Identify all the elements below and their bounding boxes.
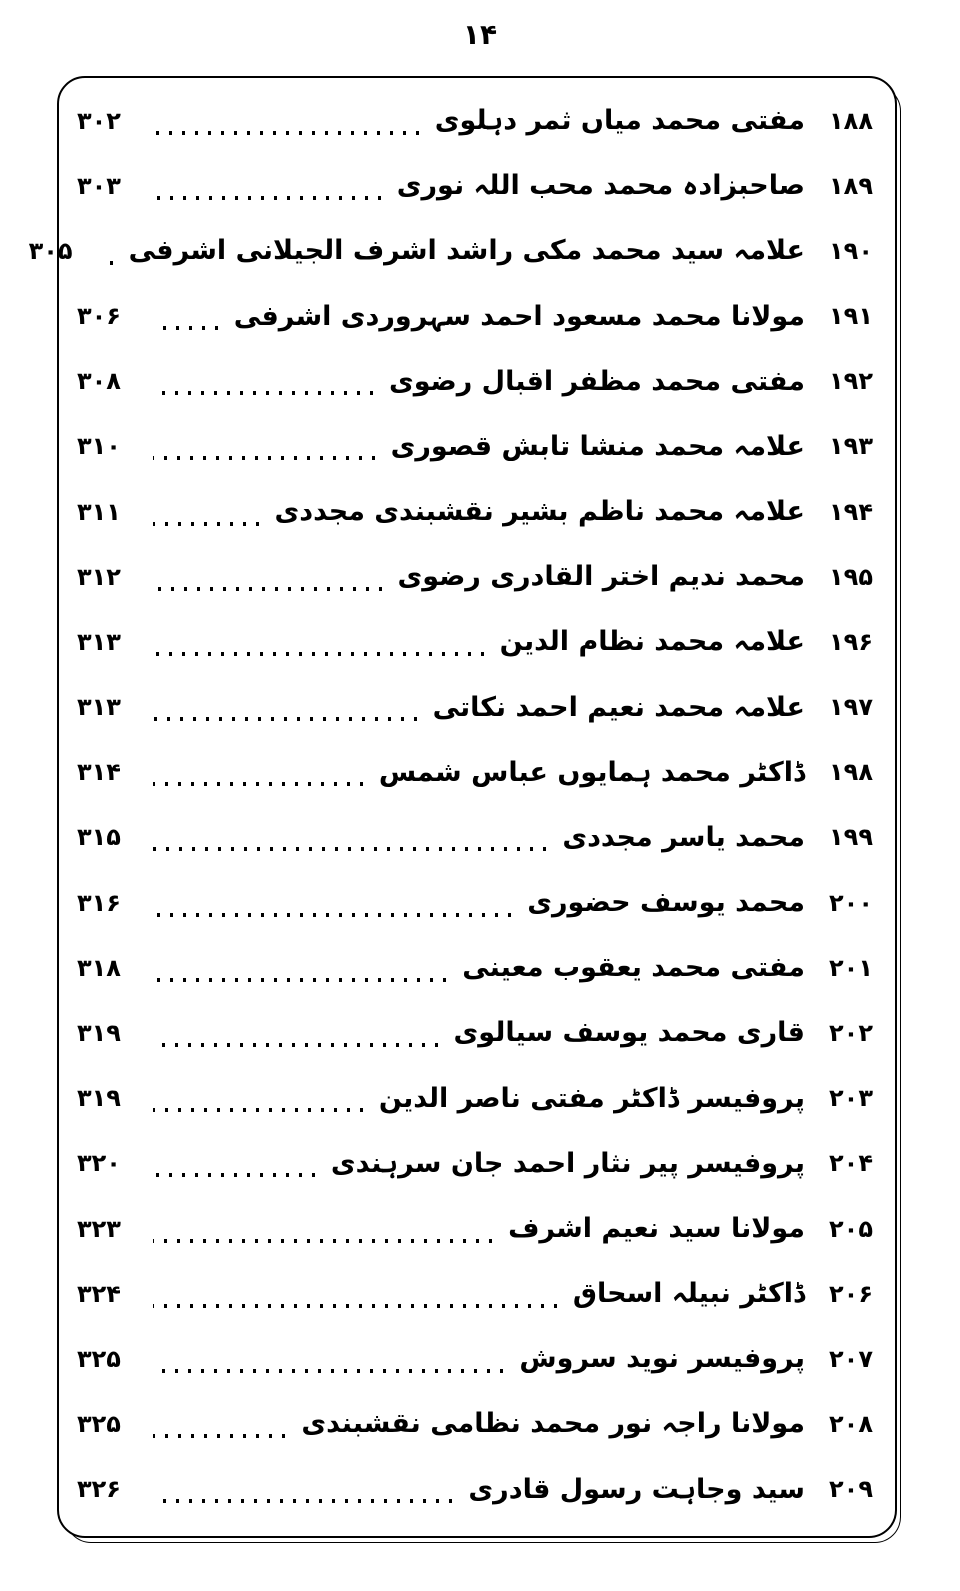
entry-number: ۲۰۴ [829,1149,873,1178]
entry-page-number: ۳۰۳ [77,171,121,200]
dotted-leader [153,1239,492,1243]
toc-row [77,937,883,999]
entry-name: علامہ محمد ناظم بشیر نقشبندی مجددی [274,496,805,528]
entry-number: ۱۹۶ [829,627,873,656]
entry-name: مولانا محمد مسعود احمد سہروردی اشرفی [233,300,805,332]
dotted-leader [153,326,218,330]
entry-name: صاحبزادہ محمد محب اللہ نوری [396,170,805,202]
dotted-leader [153,782,363,786]
entry-name: محمد ندیم اختر القادری رضوی [397,561,805,593]
entry-name: ڈاکٹر نبیلہ اسحاق [572,1278,805,1310]
dotted-leader [153,1369,503,1373]
entry-number: ۱۸۸ [829,106,873,135]
toc-row [77,1328,883,1390]
entry-page-number: ۳۱۲ [77,562,121,591]
page-number: ۱۴ [462,18,498,51]
entry-name: مولانا سید نعیم اشرف [508,1212,805,1244]
entry-name: سید وجاہت رسول قادری [468,1473,805,1505]
entry-name: محمد یاسر مجددی [562,821,805,853]
toc-row [77,546,883,608]
entry-number: ۲۰۹ [829,1475,873,1504]
entry-number: ۱۹۴ [829,497,873,526]
toc-row [77,611,883,673]
toc-row [77,90,883,152]
dotted-leader [153,131,419,135]
entry-page-number: ۳۱۱ [77,497,121,526]
dotted-leader [153,913,511,917]
entry-page-number: ۳۱۹ [77,1018,121,1047]
toc-row [77,481,883,543]
toc-row [77,1263,883,1325]
toc-row [77,1002,883,1064]
toc-row [77,676,883,738]
toc-row [77,285,883,347]
entry-name: علامہ محمد نعیم احمد نکاتی [432,691,805,723]
entry-page-number: ۳۲۵ [77,1410,121,1439]
entry-number: ۱۹۸ [829,758,873,787]
entry-page-number: ۳۱۰ [77,432,121,461]
entry-name: علامہ محمد منشا تابش قصوری [390,430,805,462]
dotted-leader [153,1173,315,1177]
entry-number: ۲۰۵ [829,1214,873,1243]
entry-number: ۲۰۳ [829,1084,873,1113]
entry-name: مفتی محمد یعقوب معینی [462,952,805,984]
entry-page-number: ۳۱۳ [77,627,121,656]
dotted-leader [153,1108,363,1112]
entry-number: ۲۰۸ [829,1410,873,1439]
entry-number: ۱۹۲ [829,367,873,396]
entry-page-number: ۳۱۹ [77,1084,121,1113]
dotted-leader [153,391,373,395]
entry-page-number: ۳۰۸ [77,367,121,396]
dotted-leader [153,1434,285,1438]
entry-name: علامہ محمد نظام الدین [499,626,805,658]
entry-number: ۱۸۹ [829,171,873,200]
entry-page-number: ۳۰۶ [77,302,121,331]
entry-page-number: ۳۱۸ [77,953,121,982]
toc-row [77,806,883,868]
entry-name: محمد یوسف حضوری [527,887,805,919]
toc-row [77,1067,883,1129]
dotted-leader [153,847,546,851]
entry-number: ۲۰۱ [829,953,873,982]
entry-name: مفتی محمد مظفر اقبال رضوی [388,365,805,397]
entry-number: ۲۰۶ [829,1279,873,1308]
entry-name: علامہ سید محمد مکی راشد اشرف الجیلانی اشرفی [128,235,805,267]
entry-number: ۲۰۲ [829,1018,873,1047]
toc-row [77,1198,883,1260]
entry-page-number: ۳۲۴ [77,1279,121,1308]
entry-number: ۱۹۳ [829,432,873,461]
entry-number: ۲۰۰ [829,888,873,917]
toc-row [77,1458,883,1520]
dotted-leader [153,1043,438,1047]
toc-row [28,220,883,282]
entry-number: ۱۹۰ [829,236,873,265]
entry-number: ۱۹۵ [829,562,873,591]
entry-number: ۱۹۱ [829,302,873,331]
entry-name: ڈاکٹر محمد ہمایوں عباس شمس [378,756,805,788]
entry-page-number: ۳۲۵ [77,1344,121,1373]
entry-number: ۱۹۹ [829,823,873,852]
dotted-leader [153,1304,557,1308]
entry-page-number: ۳۱۶ [77,888,121,917]
toc-row [77,1132,883,1194]
entry-page-number: ۳۱۴ [77,758,121,787]
dotted-leader [153,456,375,460]
toc-row [77,872,883,934]
entry-name: پروفیسر پیر نثار احمد جان سرہندی [330,1147,805,1179]
entry-page-number: ۳۲۶ [77,1475,121,1504]
entry-page-number: ۳۲۰ [77,1149,121,1178]
entry-name: مفتی محمد میاں ثمر دہلوی [434,105,805,137]
entry-number: ۲۰۷ [829,1344,873,1373]
entry-page-number: ۳۱۵ [77,823,121,852]
entry-name: مولانا راجہ نور محمد نظامی نقشبندی [301,1408,805,1440]
dotted-leader [153,717,417,721]
dotted-leader [153,196,381,200]
entry-page-number: ۳۱۳ [77,693,121,722]
dotted-leader [153,978,446,982]
entry-page-number: ۳۰۵ [28,236,73,265]
toc-row [77,741,883,803]
entry-page-number: ۳۰۲ [77,106,121,135]
toc-row [77,350,883,412]
entry-name: پروفیسر نوید سروش [519,1343,805,1375]
dotted-leader [153,1499,452,1503]
entry-page-number: ۳۲۳ [77,1214,121,1243]
dotted-leader [153,652,484,656]
dotted-leader [153,522,259,526]
dotted-leader [153,587,382,591]
entry-number: ۱۹۷ [829,693,873,722]
dotted-leader [105,261,113,265]
toc-row [77,415,883,477]
toc-frame [28,76,897,1538]
entry-name: پروفیسر ڈاکٹر مفتی ناصر الدین [378,1082,805,1114]
entry-name: قاری محمد یوسف سیالوی [453,1017,805,1049]
toc-row [77,1393,883,1455]
toc-row [77,155,883,217]
